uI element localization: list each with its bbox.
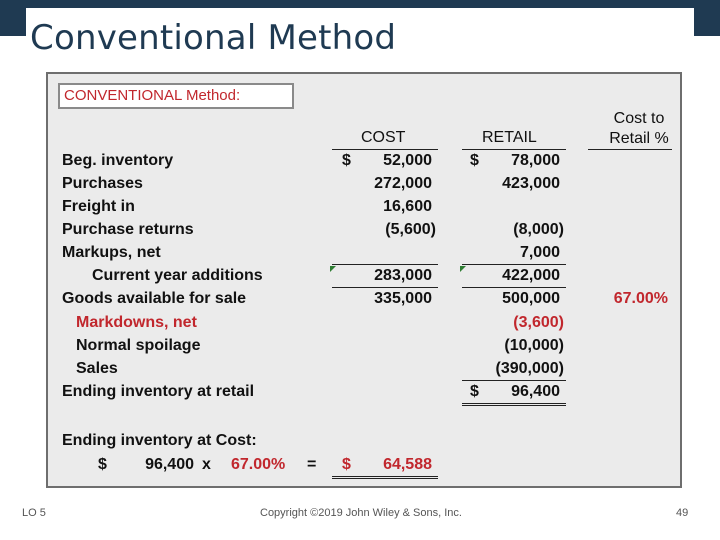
footer-copyright: Copyright ©2019 John Wiley & Sons, Inc. xyxy=(260,507,462,519)
retail-value: (3,600) xyxy=(513,314,564,331)
ending-cost-label: Ending inventory at Cost: xyxy=(62,432,257,449)
footer-page-number: 49 xyxy=(676,507,689,519)
retail-value: 96,400 xyxy=(511,383,560,400)
top-bar xyxy=(0,0,720,8)
ending-cost-result-sign: $ xyxy=(342,456,351,473)
retail-value: 423,000 xyxy=(502,175,560,192)
row-label: Goods available for sale xyxy=(62,290,247,307)
worksheet-panel xyxy=(46,72,682,488)
ending-cost-sign: $ xyxy=(98,456,107,473)
retail-value: (8,000) xyxy=(513,221,564,238)
footer-learning-objective: LO 5 xyxy=(22,507,46,519)
retail-value: (10,000) xyxy=(504,337,564,354)
top-bar-left-block xyxy=(0,0,26,36)
row-label: Markups, net xyxy=(62,244,161,261)
cost-value: 52,000 xyxy=(383,152,432,169)
multiply-sign: x xyxy=(202,456,211,473)
retail-value: (390,000) xyxy=(495,360,564,377)
ending-cost-ratio: 67.00% xyxy=(231,456,286,473)
top-bar-right-block xyxy=(694,0,720,36)
row-label: Markdowns, net xyxy=(76,314,197,331)
row-label: Current year additions xyxy=(92,267,263,284)
total-line-retail xyxy=(462,287,566,288)
header-retail-underline xyxy=(462,149,566,150)
retail-sign: $ xyxy=(470,383,479,400)
slide-title: Conventional Method xyxy=(30,18,397,58)
cost-to-retail-ratio: 67.00% xyxy=(613,290,668,307)
cell-comment-marker xyxy=(330,266,336,272)
cost-value: (5,600) xyxy=(385,221,436,238)
ending-retail-double-underline xyxy=(462,403,566,406)
ending-cost-result: 64,588 xyxy=(383,456,432,473)
header-ratio-underline xyxy=(588,149,672,150)
row-label: Ending inventory at retail xyxy=(62,383,255,400)
cost-value: 283,000 xyxy=(374,267,432,284)
subtotal-line-cost xyxy=(332,264,438,265)
header-cost-underline xyxy=(332,149,438,150)
retail-value: 422,000 xyxy=(502,267,560,284)
header-ratio-line2: Retail % xyxy=(609,130,669,147)
equals-sign: = xyxy=(307,456,317,473)
header-retail: RETAIL xyxy=(482,129,537,146)
ending-retail-topline xyxy=(462,380,566,381)
retail-value: 7,000 xyxy=(519,244,560,261)
panel-title: CONVENTIONAL Method: xyxy=(58,83,294,109)
row-label: Purchase returns xyxy=(62,221,194,238)
header-cost: COST xyxy=(361,129,406,146)
header-ratio-line1: Cost to xyxy=(613,110,665,127)
cost-value: 272,000 xyxy=(374,175,432,192)
retail-sign: $ xyxy=(470,152,479,169)
ending-cost-double-underline xyxy=(332,476,438,479)
row-label: Normal spoilage xyxy=(76,337,201,354)
retail-value: 78,000 xyxy=(511,152,560,169)
row-label: Purchases xyxy=(62,175,143,192)
ending-cost-retail-value: 96,400 xyxy=(145,456,194,473)
cost-value: 16,600 xyxy=(383,198,432,215)
row-label: Beg. inventory xyxy=(62,152,174,169)
cost-value: 335,000 xyxy=(374,290,432,307)
row-label: Sales xyxy=(76,360,118,377)
total-line-cost xyxy=(332,287,438,288)
row-label: Freight in xyxy=(62,198,135,215)
subtotal-line-retail xyxy=(462,264,566,265)
cost-sign: $ xyxy=(342,152,351,169)
retail-value: 500,000 xyxy=(502,290,560,307)
